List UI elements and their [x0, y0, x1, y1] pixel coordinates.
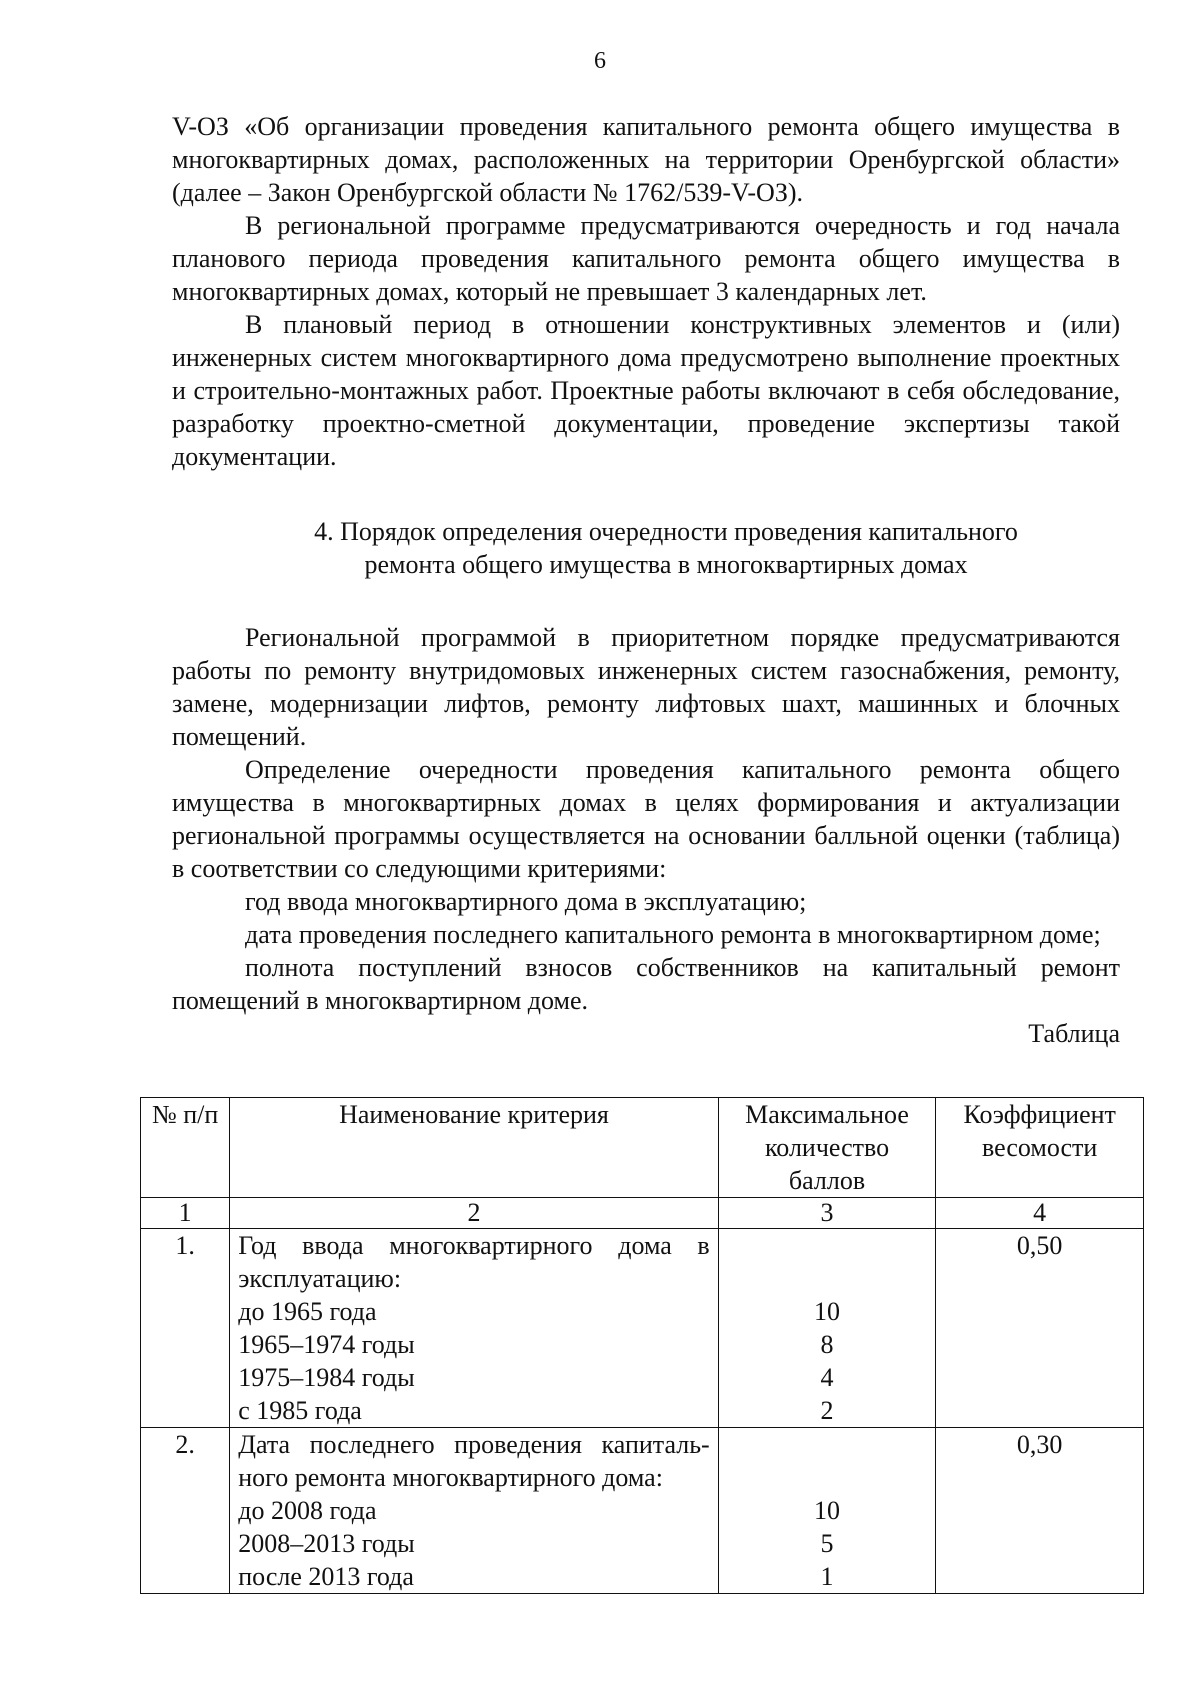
score-value: 1 [820, 1562, 834, 1591]
header-criterion: Наименование критерия [230, 1098, 718, 1198]
row-number: 1. [141, 1229, 230, 1428]
list-item-criterion: год ввода многоквартирного дома в эксплуатацию; [245, 887, 807, 916]
score-value: 10 [814, 1297, 841, 1326]
criteria-table [140, 1097, 1144, 1594]
column-number: 2 [230, 1198, 718, 1229]
section-heading-line: ремонта общего имущества в многоквартирных домах [364, 550, 968, 579]
weight-cell: 0,50 [936, 1229, 1144, 1428]
header-weight: Коэффициент весомости [936, 1098, 1144, 1198]
table-numbering-row [141, 1198, 1144, 1229]
criterion-option: 2008–2013 годы [238, 1529, 415, 1558]
criterion-cell [230, 1229, 718, 1428]
score-value: 2 [820, 1396, 834, 1425]
table-header-row [141, 1098, 1144, 1198]
document-body [172, 110, 1120, 1050]
score-value: 5 [820, 1529, 834, 1558]
criterion-option: 1965–1974 годы [238, 1330, 415, 1359]
table-caption: Таблица [1028, 1019, 1120, 1048]
column-number: 4 [936, 1198, 1144, 1229]
row-number: 2. [141, 1428, 230, 1594]
score-value: 10 [814, 1496, 841, 1525]
column-number: 1 [141, 1198, 230, 1229]
paragraph: Определение очередности проведения капитального ремонта общего имущества в многоквартирных домах в целях формирования и актуализации региональной программы осуществляется на основании балльной оценки (таблица) в соответствии со следующими критериями: [172, 755, 1120, 883]
criterion-option: до 2008 года [238, 1496, 377, 1525]
score-value: 4 [820, 1363, 834, 1392]
section-heading-line: 4. Порядок определения очередности проведения капитального [314, 517, 1018, 546]
header-number: № п/п [141, 1098, 230, 1198]
table-row [141, 1229, 1144, 1428]
criterion-option: после 2013 года [238, 1562, 414, 1591]
list-item-criterion: дата проведения последнего капитального ремонта в многоквартирном доме; [245, 920, 1101, 949]
paragraph: Региональной программой в приоритетном порядке предусматриваются работы по ремонту внутридомовых инженерных систем газоснабжения, ремонту, замене, модернизации лифтов, ремонту лифтовых шахт, машинных и блочных помещений. [172, 623, 1120, 751]
column-number: 3 [718, 1198, 936, 1229]
paragraph: V-ОЗ «Об организации проведения капитального ремонта общего имущества в многоквартирных домах, расположенных на территории Оренбургской области» (далее – Закон Оренбургской области № 1762/539-V-ОЗ). [172, 112, 1120, 207]
weight-cell: 0,30 [936, 1428, 1144, 1594]
criterion-option: 1975–1984 годы [238, 1363, 415, 1392]
criterion-title: Дата последнего проведения капиталь-ного ремонта многоквартирного дома: [238, 1430, 710, 1492]
list-item-criterion: полнота поступлений взносов собственников на капитальный ремонт помещений в многоквартирном доме. [172, 953, 1120, 1015]
criterion-title: Год ввода многоквартирного дома в эксплуатацию: [238, 1231, 710, 1293]
score-value: 8 [820, 1330, 834, 1359]
header-max-score: Максимальное количество баллов [718, 1098, 936, 1198]
score-cell [718, 1229, 936, 1428]
criterion-option: с 1985 года [238, 1396, 362, 1425]
section-heading [172, 515, 1120, 581]
page-number: 6 [594, 48, 606, 74]
criterion-option: до 1965 года [238, 1297, 377, 1326]
table-row [141, 1428, 1144, 1594]
paragraph: В плановый период в отношении конструктивных элементов и (или) инженерных систем многоквартирного дома предусмотрено выполнение проектных и строительно-монтажных работ. Проектные работы включают в себя обследование, разработку проектно-сметной документации, проведение экспертизы такой документации. [172, 310, 1120, 471]
paragraph: В региональной программе предусматриваются очередность и год начала планового периода проведения капитального ремонта общего имущества в многоквартирных домах, который не превышает 3 календарных лет. [172, 211, 1120, 306]
criterion-cell [230, 1428, 718, 1594]
score-cell [718, 1428, 936, 1594]
